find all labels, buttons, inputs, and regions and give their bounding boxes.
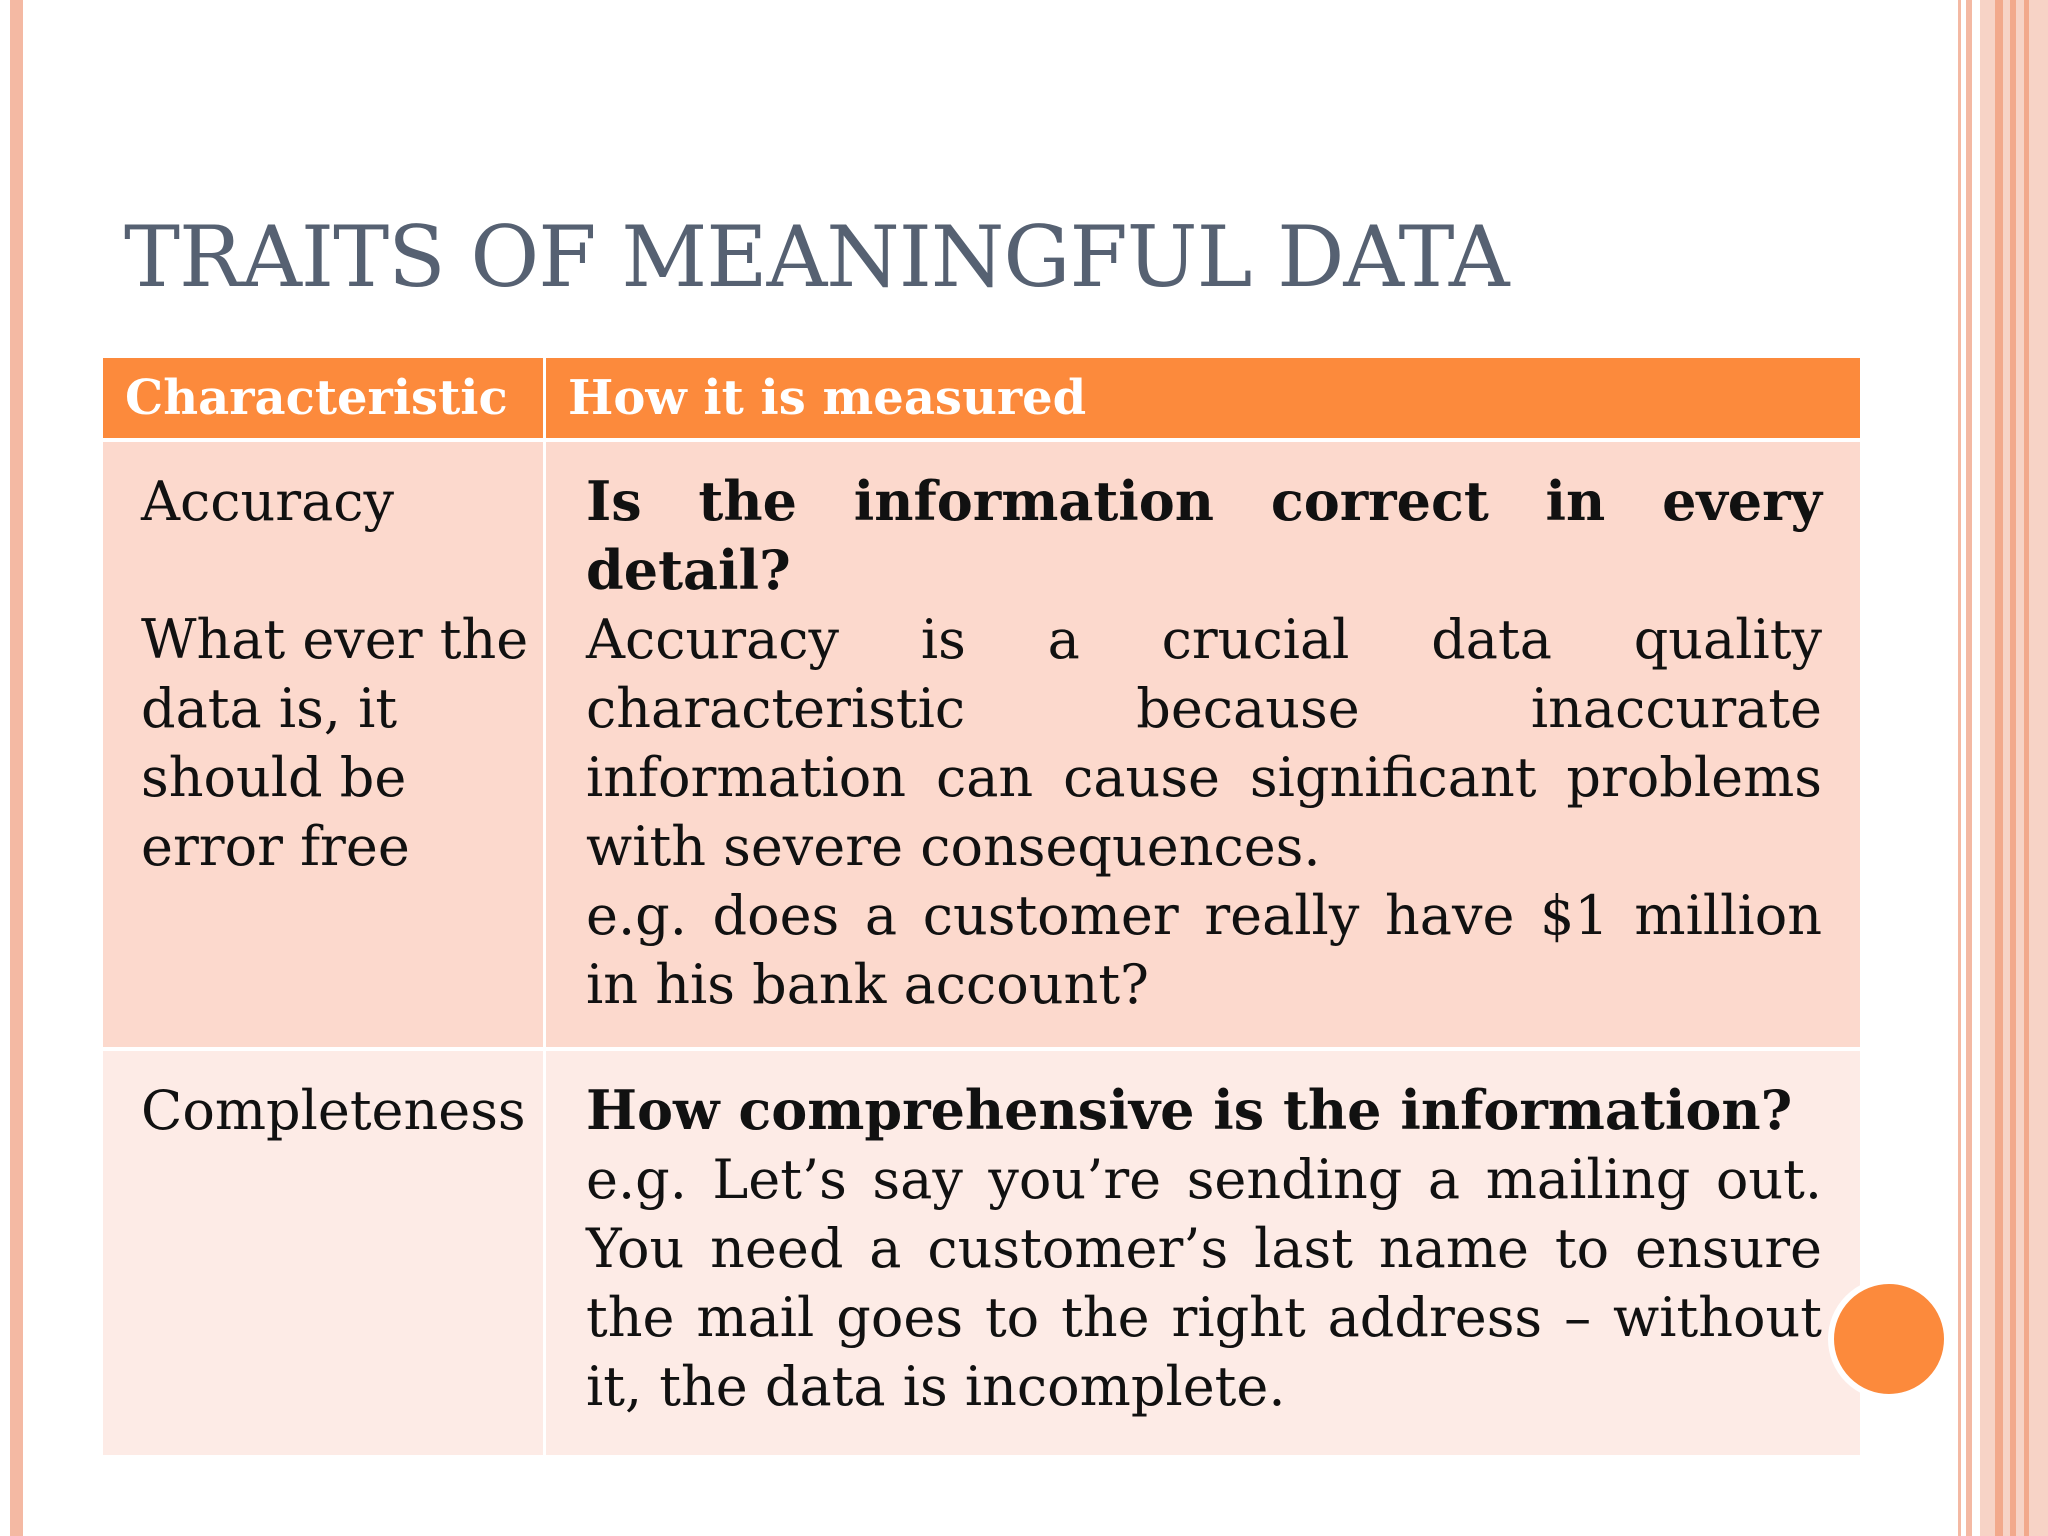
- measure-example: e.g. does a customer really have $1 million in his bank account?: [586, 884, 1822, 1016]
- measure-cell-completeness: [546, 1051, 1860, 1455]
- right-border-line: [1966, 0, 1972, 1536]
- trait-name: Accuracy: [141, 470, 395, 533]
- right-border-line: [2024, 0, 2029, 1536]
- right-border-line: [1958, 0, 1961, 1536]
- trait-cell-accuracy: [103, 442, 543, 1047]
- slide-title: TRAITS OF MEANINGFUL DATA: [124, 208, 1509, 306]
- traits-table: [103, 358, 1860, 1455]
- right-border-line: [1995, 0, 2003, 1536]
- measure-cell-accuracy: [546, 442, 1860, 1047]
- header-how-measured: How it is measured: [546, 358, 1860, 438]
- left-border-stripe: [10, 0, 23, 1536]
- measure-description: Accuracy is a crucial data quality characteristic because inaccurate information can cause significant problems with severe consequences.: [586, 608, 1822, 878]
- decorative-circle: [1828, 1278, 1950, 1400]
- right-border-line: [2010, 0, 2016, 1536]
- header-characteristic: Characteristic: [103, 358, 543, 438]
- measure-example: e.g. Let’s say you’re sending a mailing out. You need a customer’s last name to ensure the mail goes to the right address – without it, the data is incomplete.: [586, 1148, 1822, 1418]
- trait-name: Completeness: [141, 1079, 526, 1142]
- trait-cell-completeness: [103, 1051, 543, 1455]
- measure-question: Is the information correct in every detail?: [586, 469, 1822, 602]
- measure-question: How comprehensive is the information?: [586, 1078, 1793, 1142]
- trait-description: What ever the data is, it should be error free: [141, 608, 529, 878]
